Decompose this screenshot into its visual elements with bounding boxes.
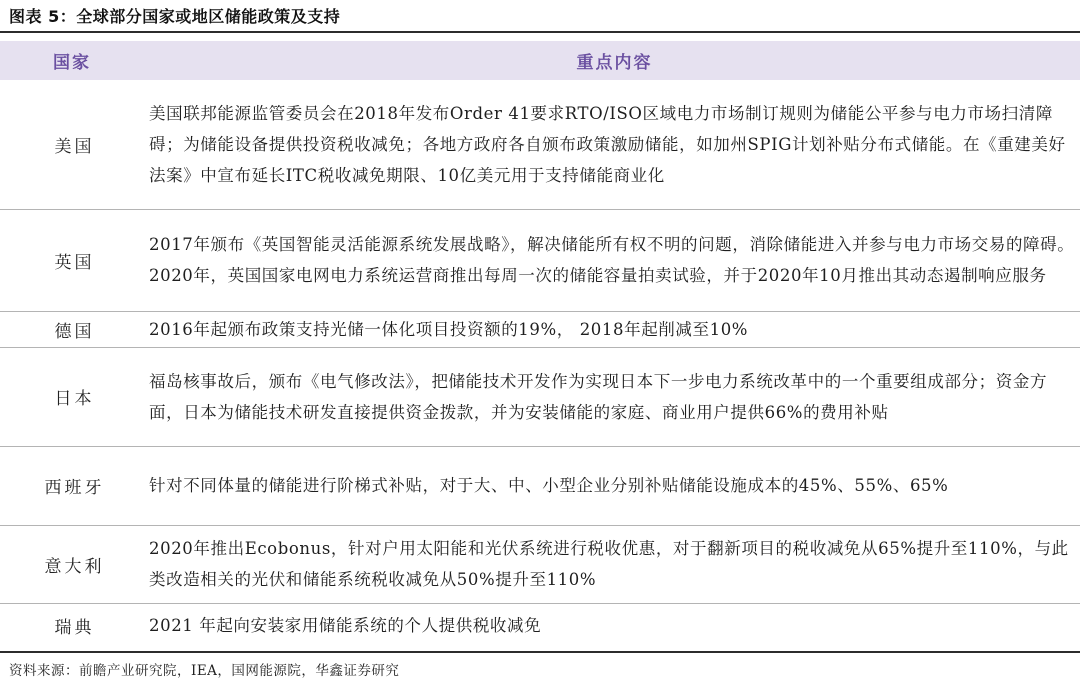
table-row: [0, 209, 1080, 311]
country-cell: 美国: [0, 80, 149, 209]
content-cell: 2020年推出Ecobonus，针对户用太阳能和光伏系统进行税收优惠，对于翻新项目的税收减免从65%提升至110%，与此类改造相关的光伏和储能系统税收减免从50%提升至110%: [149, 525, 1080, 603]
title-divider: [0, 31, 1080, 33]
country-cell: 英国: [0, 209, 149, 311]
table-header-row: [0, 41, 1080, 80]
table-row: [0, 525, 1080, 603]
policy-table: [0, 41, 1080, 647]
source-note: 资料来源：前瞻产业研究院，IEA，国网能源院，华鑫证券研究: [9, 663, 400, 679]
header-country: 国家: [0, 41, 149, 80]
footer-divider: [0, 651, 1080, 653]
country-cell: 意大利: [0, 525, 149, 603]
header-content: 重点内容: [149, 41, 1080, 80]
content-cell: 福岛核事故后，颁布《电气修改法》，把储能技术开发作为实现日本下一步电力系统改革中的一个重要组成部分；资金方面，日本为储能技术研发直接提供资金拨款，并为安装储能的家庭、商业用户提供66%的费用补贴: [149, 347, 1080, 446]
content-cell: 2021 年起向安装家用储能系统的个人提供税收减免: [149, 615, 542, 635]
content-cell: 美国联邦能源监管委员会在2018年发布Order 41要求RTO/ISO区域电力市场制订规则为储能公平参与电力市场扫清障碍；为储能设备提供投资税收减免；各地方政府各自颁布政策激励储能，如加州SPIG计划补贴分布式储能。在《重建美好法案》中宣布延长ITC税收减免期限、10亿美元用于支持储能商业化: [149, 80, 1080, 209]
table-row: [0, 603, 1080, 647]
country-cell: 瑞典: [54, 617, 95, 638]
table-row: [0, 446, 1080, 525]
table-row: [0, 347, 1080, 446]
figure-title: 图表 5：全球部分国家或地区储能政策及支持: [9, 7, 341, 26]
content-cell: 针对不同体量的储能进行阶梯式补贴，对于大、中、小型企业分别补贴储能设施成本的45%、55%、65%: [149, 446, 1080, 525]
table-row: [0, 80, 1080, 209]
country-cell: 西班牙: [0, 446, 149, 525]
country-cell: 日本: [0, 347, 149, 446]
content-cell: 2017年颁布《英国智能灵活能源系统发展战略》，解决储能所有权不明的问题，消除储能进入并参与电力市场交易的障碍。2020年，英国国家电网电力系统运营商推出每周一次的储能容量拍卖试验，并于2020年10月推出其动态遏制响应服务: [149, 209, 1080, 311]
content-cell: 2016年起颁布政策支持光储一体化项目投资额的19%， 2018年起削减至10%: [149, 311, 1080, 347]
country-cell: 德国: [0, 311, 149, 347]
table-row: [0, 311, 1080, 347]
